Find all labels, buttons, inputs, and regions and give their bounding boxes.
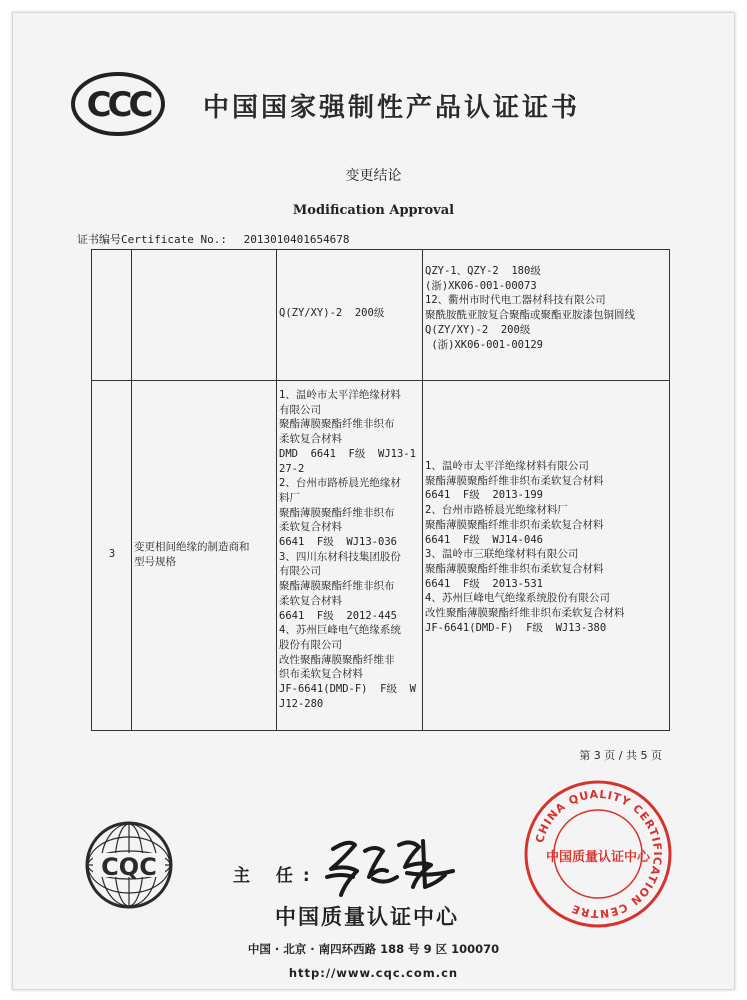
director-label: 主 任:: [233, 866, 320, 886]
section-title-en: Modification Approval: [292, 203, 455, 218]
row1-before: Q(ZY/XY)-2 200级: [279, 307, 385, 319]
row2-item: 变更相间绝缘的制造商和 型号规格: [134, 541, 250, 568]
ccc-logo-text: CCC: [86, 85, 150, 125]
cqc-logo-icon: [83, 819, 175, 911]
certificate-number: 2013010401654678: [243, 233, 350, 246]
seal-center-text: 中国质量认证中心: [545, 850, 651, 865]
row1-after: QZY-1、QZY-2 180级 (浙)XK06-001-00073 12、衢州市时代电工器材科技有限公司 聚酰胺酰亚胺复合聚酯或聚酯亚胺漆包铜圆线 Q(ZY/XY)-2 200级 (浙)XK06-001-00129: [425, 265, 635, 351]
official-seal: [523, 779, 673, 929]
modification-table: [91, 249, 670, 731]
certificate-number-row: [77, 231, 350, 247]
organization-address: 中国 · 北京 · 南四环西路 188 号 9 区 100070: [247, 942, 500, 956]
director-signature: [313, 821, 463, 901]
page-indicator: 第 3 页 / 共 5 页: [579, 749, 662, 762]
organization-name: 中国质量认证中心: [275, 905, 459, 929]
seal-ring-text: CHINA QUALITY CERTIFICATION CENTRE: [533, 787, 665, 921]
row2-after: 1、温岭市太平洋绝缘材料有限公司 聚酯薄膜聚酯纤维非织布柔软复合材料 6641 F级 2013-199 2、台州市路桥晨光绝缘材料厂 聚酯薄膜聚酯纤维非织布柔软复合材料 6641 F级 WJ14-046 3、温岭市三联绝缘材料有限公司 聚酯薄膜聚酯纤维非织布柔软复合材料 6641 F级 2013-531 4、苏州巨峰电气绝缘系统股份有限公司 改性聚酯薄膜聚酯纤维非织布柔软复合材料 JF-6641(DMD-F) F级 WJ13-380: [425, 460, 625, 634]
cqc-logo-text: CQC: [101, 853, 157, 881]
certificate-page: [12, 12, 735, 990]
organization-website: http://www.cqc.com.cn: [288, 966, 459, 980]
row2-before: 1、温岭市太平洋绝缘材料 有限公司 聚酯薄膜聚酯纤维非织布 柔软复合材料 DMD 6641 F级 WJ13-1 27-2 2、台州市路桥晨光绝缘材 料厂 聚酯薄膜聚酯纤维非织布 柔软复合材料 6641 F级 WJ13-036 3、四川东材科技集团股份 有限公司 聚酯薄膜聚酯纤维非织布 柔软复合材料 6641 F级 2012-445 4、苏州巨峰电气绝缘系统 股份有限公司 改性聚酯薄膜聚酯纤维非 织布柔软复合材料 JF-6641(DMD-F) F级 W J12-280: [279, 389, 416, 710]
section-title-cn: 变更结论: [345, 168, 402, 184]
row2-number: 3: [108, 548, 116, 560]
certificate-number-label: 证书编号Certificate No.:: [77, 233, 227, 246]
page-title: 中国国家强制性产品认证证书: [203, 93, 581, 123]
ccc-logo-icon: [70, 71, 166, 137]
